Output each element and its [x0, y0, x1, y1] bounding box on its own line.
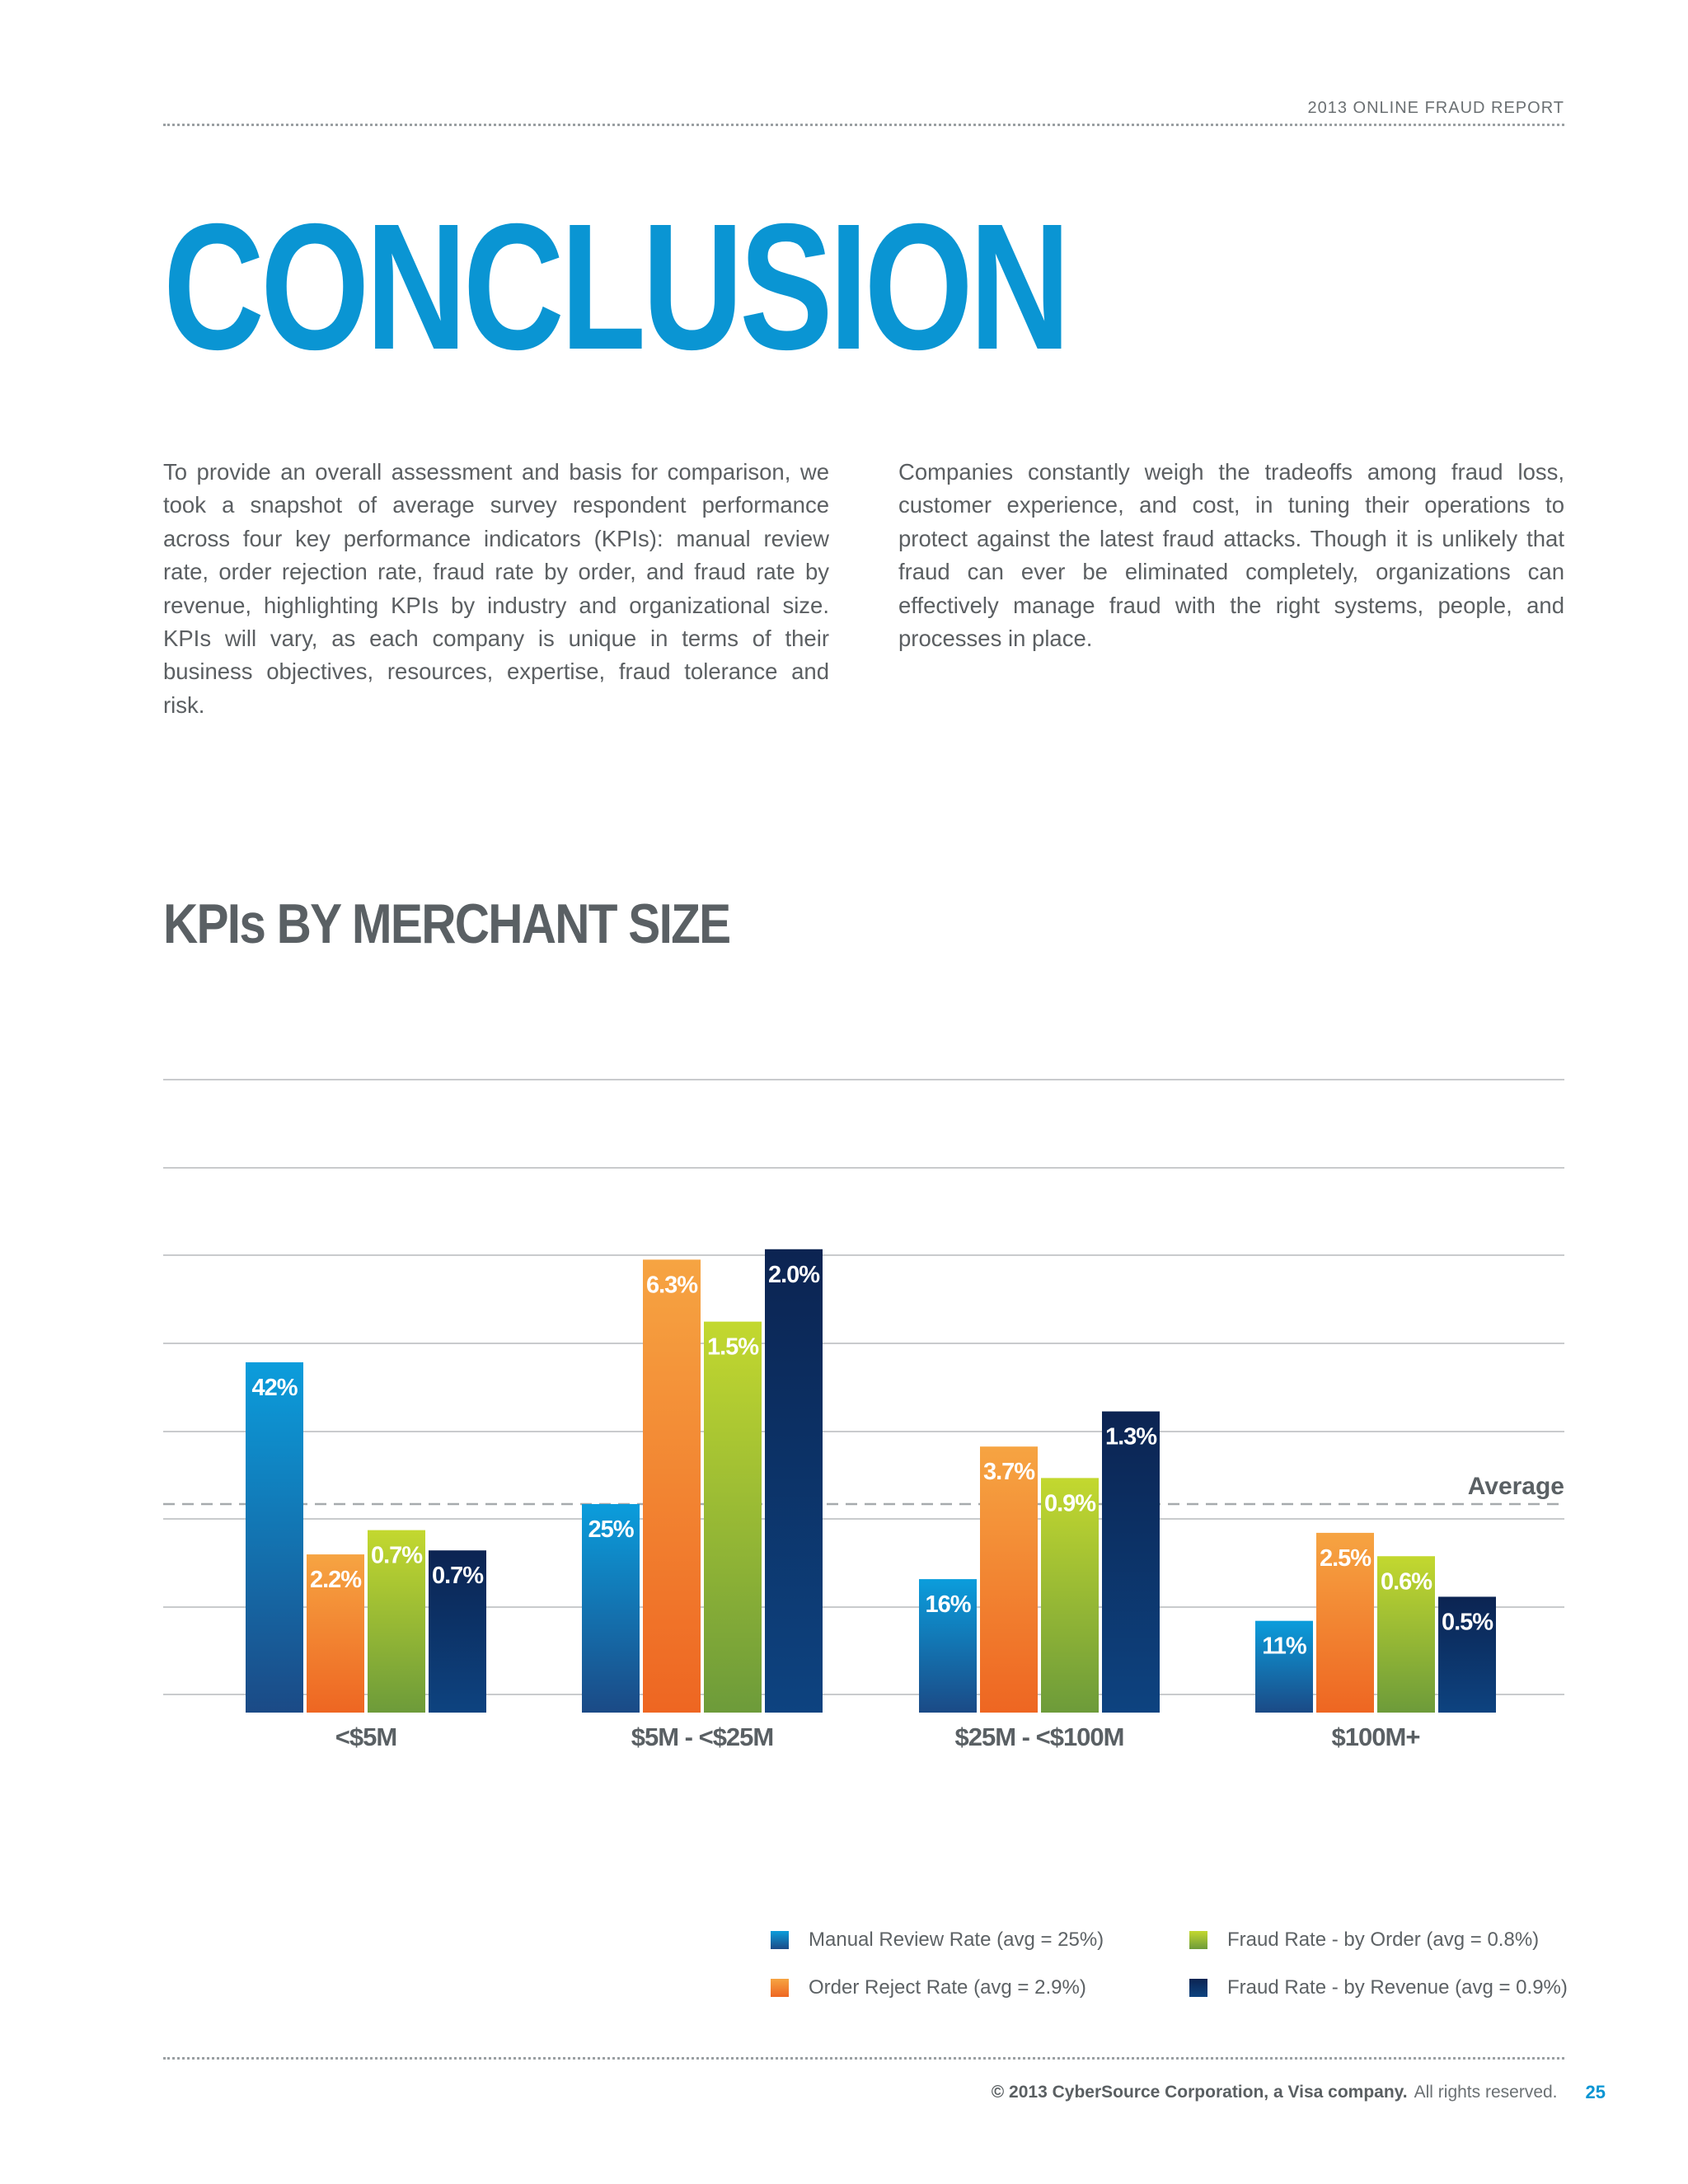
- bar-value-label: 3.7%: [982, 1459, 1035, 1486]
- bar-value-label: 1.3%: [1104, 1423, 1157, 1451]
- footer-copyright: © 2013 CyberSource Corporation, a Visa company.: [991, 2083, 1408, 2102]
- legend-label: Order Reject Rate (avg = 2.9%): [809, 1976, 1086, 1999]
- footer-rule: [163, 2057, 1564, 2060]
- bar-value-label: 2.5%: [1319, 1544, 1372, 1572]
- bar-value-label: 25%: [588, 1516, 634, 1543]
- bar: [246, 1362, 303, 1713]
- bar: [643, 1259, 701, 1713]
- bar-value-label: 11%: [1262, 1633, 1306, 1660]
- footer-rights: All rights reserved.: [1414, 2083, 1558, 2102]
- kpi-bar-chart: [0, 1055, 1688, 1780]
- bar-value-label: 0.6%: [1380, 1568, 1432, 1596]
- chart-legend: [771, 1929, 1595, 2027]
- bar-value-label: 16%: [925, 1591, 971, 1619]
- legend-swatch: [1189, 1979, 1207, 1997]
- bar: [704, 1322, 762, 1713]
- legend-item: [771, 1976, 1086, 1999]
- bar-value-label: 0.7%: [370, 1542, 423, 1569]
- bar-value-label: 1.5%: [706, 1333, 759, 1361]
- page-title: CONCLUSION: [163, 187, 1067, 387]
- legend-item: [771, 1929, 1104, 1952]
- legend-swatch: [1189, 1931, 1207, 1949]
- page-number: 25: [1585, 2082, 1606, 2102]
- category-label: $100M+: [1331, 1722, 1420, 1751]
- bar: [980, 1446, 1038, 1713]
- bar-value-label: 0.9%: [1043, 1490, 1096, 1517]
- bar-value-label: 6.3%: [645, 1272, 698, 1299]
- category-label: <$5M: [335, 1722, 397, 1751]
- legend-swatch: [771, 1979, 789, 1997]
- bar: [1102, 1412, 1160, 1713]
- legend-label: Fraud Rate - by Revenue (avg = 0.9%): [1227, 1976, 1568, 1999]
- category-label: $5M - <$25M: [631, 1722, 774, 1751]
- bar-value-label: 0.5%: [1441, 1609, 1493, 1636]
- header-rule: [163, 124, 1564, 126]
- bar-value-label: 2.0%: [767, 1261, 820, 1288]
- bar: [765, 1249, 823, 1713]
- legend-label: Manual Review Rate (avg = 25%): [809, 1929, 1104, 1951]
- footer: [992, 2082, 1606, 2103]
- legend-item: [1189, 1929, 1539, 1952]
- bar-value-label: 42%: [251, 1374, 298, 1401]
- legend-label: Fraud Rate - by Order (avg = 0.8%): [1227, 1929, 1540, 1951]
- category-label: $25M - <$100M: [954, 1722, 1124, 1751]
- average-label: Average: [1467, 1473, 1564, 1500]
- intro-right-paragraph: Companies constantly weigh the tradeoffs among fraud loss, customer experience, and cost, in tuning their operations to protect against the latest fraud attacks. Though it is unlikely that fraud can ever be eliminated completely, organizations can effectively manage fraud with the right systems, people, and processes in place.: [898, 459, 1564, 652]
- legend-item: [1189, 1976, 1568, 1999]
- intro-left-paragraph: To provide an overall assessment and basis for comparison, we took a snapshot of average survey respondent performance across four key performance indicators (KPIs): manual review rate, order rejection rate, fraud rate by order, and fraud rate by revenue, highlighting KPIs by industry and organizational size. KPIs will vary, as each company is unique in terms of their business objectives, resources, expertise, fraud tolerance and risk.: [163, 459, 829, 718]
- report-label: 2013 ONLINE FRAUD REPORT: [1307, 99, 1564, 117]
- section-title: KPIs BY MERCHANT SIZE: [163, 893, 730, 955]
- legend-swatch: [771, 1931, 789, 1949]
- bar-value-label: 0.7%: [431, 1563, 484, 1590]
- bar-value-label: 2.2%: [309, 1567, 362, 1594]
